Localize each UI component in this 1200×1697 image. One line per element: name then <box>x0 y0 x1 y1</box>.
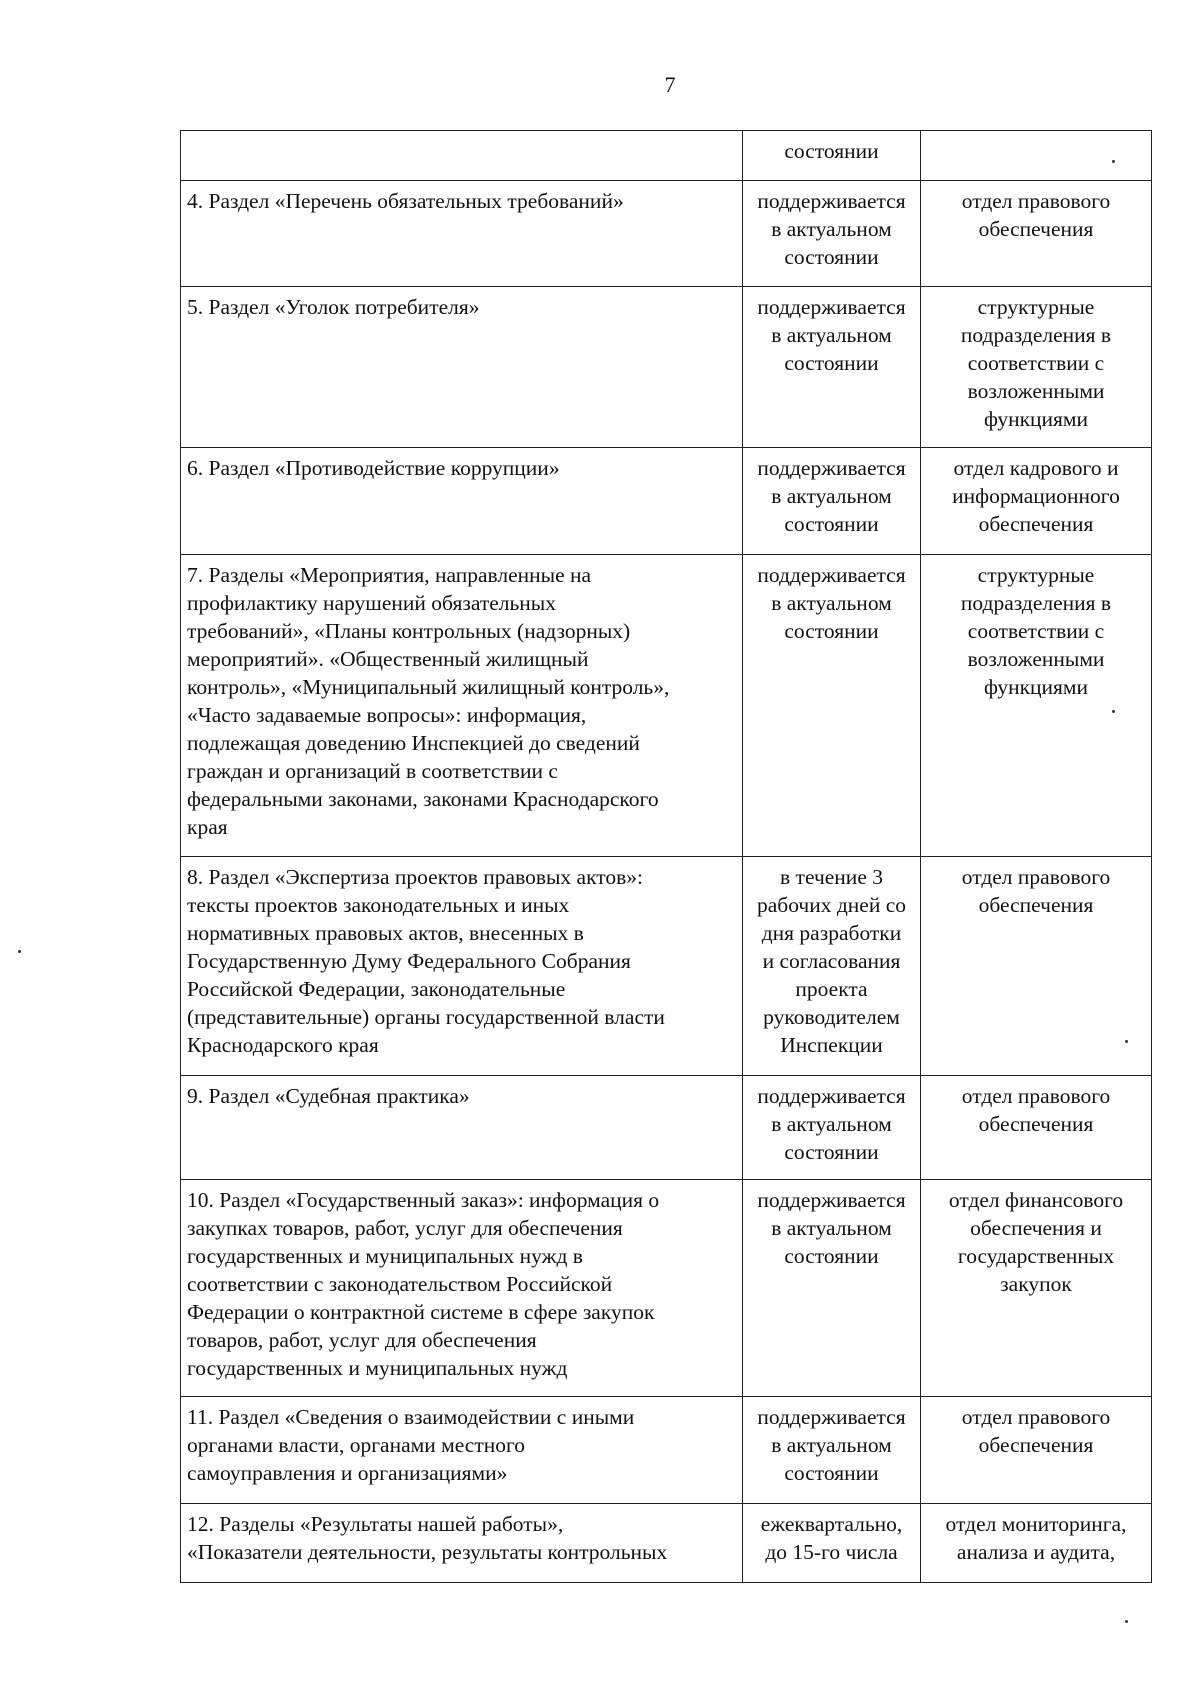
cell-text-line: руководителем <box>763 1005 900 1029</box>
table-row <box>181 1397 1152 1504</box>
scan-speck <box>1125 1040 1128 1043</box>
deadline-cell <box>743 1076 921 1180</box>
cell-text-line: требований», «Планы контрольных (надзорных) <box>187 619 631 643</box>
scan-speck <box>1112 710 1115 713</box>
cell-text-line: до 15-го числа <box>765 1540 898 1564</box>
cell-text-line: 11. Раздел «Сведения о взаимодействии с иными <box>187 1405 635 1429</box>
section-cell <box>181 287 743 448</box>
cell-text-line: возложенными <box>967 647 1105 671</box>
deadline-cell <box>743 1180 921 1397</box>
cell-text-line: поддерживается <box>757 295 906 319</box>
cell-text-line: отдел мониторинга, <box>945 1512 1127 1536</box>
table-row <box>181 1180 1152 1397</box>
deadline-cell <box>743 857 921 1076</box>
section-cell <box>181 1076 743 1180</box>
deadline-cell <box>743 131 921 181</box>
section-cell <box>181 131 743 181</box>
responsible-cell <box>921 1397 1152 1504</box>
cell-text-line: подразделения в <box>960 591 1112 615</box>
cell-text-line: в актуальном <box>771 1433 892 1457</box>
cell-text-line: государственных и муниципальных нужд в <box>187 1244 583 1268</box>
cell-text-line: товаров, работ, услуг для обеспечения <box>187 1328 537 1352</box>
section-cell <box>181 448 743 555</box>
cell-text-line: в актуальном <box>771 484 892 508</box>
responsible-cell <box>921 1180 1152 1397</box>
cell-text-line: 9. Раздел «Судебная практика» <box>187 1084 470 1108</box>
cell-text-line: отдел правового <box>961 865 1111 889</box>
cell-text-line: контроль», «Муниципальный жилищный контроль», <box>187 675 670 699</box>
responsible-cell <box>921 287 1152 448</box>
cell-text-line: государственных <box>957 1244 1115 1268</box>
cell-text-line: Инспекции <box>780 1033 883 1057</box>
cell-text-line: 6. Раздел «Противодействие коррупции» <box>187 456 560 480</box>
cell-text-line: в актуальном <box>771 591 892 615</box>
cell-text-line: состоянии <box>784 351 879 375</box>
cell-text-line: соответствии с <box>967 351 1105 375</box>
cell-text-line: подразделения в <box>960 323 1112 347</box>
table-row <box>181 448 1152 555</box>
cell-text-line: соответствии с <box>967 619 1105 643</box>
cell-text-line: в актуальном <box>771 323 892 347</box>
cell-text-line: 10. Раздел «Государственный заказ»: информация о <box>187 1188 660 1212</box>
cell-text-line: в актуальном <box>771 217 892 241</box>
cell-text-line: граждан и организаций в соответствии с <box>187 759 558 783</box>
cell-text-line: «Часто задаваемые вопросы»: информация, <box>187 703 587 727</box>
responsible-cell <box>921 181 1152 287</box>
deadline-cell <box>743 1504 921 1583</box>
cell-text-line: обеспечения <box>978 512 1094 536</box>
cell-text-line: обеспечения <box>978 1433 1094 1457</box>
deadline-cell <box>743 1397 921 1504</box>
cell-text-line: Федерации о контрактной системе в сфере закупок <box>187 1300 655 1324</box>
table-row <box>181 1076 1152 1180</box>
section-cell <box>181 555 743 857</box>
cell-text-line: в актуальном <box>771 1112 892 1136</box>
table-row <box>181 1504 1152 1583</box>
table-row <box>181 555 1152 857</box>
responsible-cell <box>921 131 1152 181</box>
scan-speck <box>1125 1620 1128 1623</box>
cell-text-line: анализа и аудита, <box>956 1540 1116 1564</box>
cell-text-line: тексты проектов законодательных и иных <box>187 893 570 917</box>
responsible-cell <box>921 857 1152 1076</box>
cell-text-line: федеральными законами, законами Краснодарского <box>187 787 659 811</box>
cell-text-line: (представительные) органы государственной власти <box>187 1005 665 1029</box>
cell-text-line: 5. Раздел «Уголок потребителя» <box>187 295 480 319</box>
section-cell <box>181 1180 743 1397</box>
responsible-cell <box>921 448 1152 555</box>
cell-text-line: обеспечения <box>978 217 1094 241</box>
cell-text-line: Краснодарского края <box>187 1033 379 1057</box>
cell-text-line: самоуправления и организациями» <box>187 1461 508 1485</box>
table-row <box>181 857 1152 1076</box>
cell-text-line: государственных и муниципальных нужд <box>187 1356 568 1380</box>
cell-text-line: отдел финансового <box>948 1188 1124 1212</box>
cell-text-line: поддерживается <box>757 1188 906 1212</box>
cell-text-line: края <box>187 815 228 839</box>
cell-text-line: рабочих дней со <box>756 893 907 917</box>
cell-text-line: поддерживается <box>757 1084 906 1108</box>
cell-text-line: профилактику нарушений обязательных <box>187 591 556 615</box>
cell-text-line: поддерживается <box>757 189 906 213</box>
cell-text-line: «Показатели деятельности, результаты контрольных <box>187 1540 668 1564</box>
deadline-cell <box>743 287 921 448</box>
cell-text-line: отдел правового <box>961 1084 1111 1108</box>
responsibility-table <box>180 130 1152 1583</box>
cell-text-line: проекта <box>795 977 868 1001</box>
cell-text-line: отдел правового <box>961 189 1111 213</box>
section-cell <box>181 1397 743 1504</box>
cell-text-line: 8. Раздел «Экспертиза проектов правовых актов»: <box>187 865 643 889</box>
section-cell <box>181 1504 743 1583</box>
responsible-cell <box>921 1504 1152 1583</box>
cell-text-line: состоянии <box>784 512 879 536</box>
cell-text-line: состоянии <box>784 1244 879 1268</box>
cell-text-line: нормативных правовых актов, внесенных в <box>187 921 584 945</box>
cell-text-line: обеспечения и <box>970 1216 1102 1240</box>
cell-text-line: состоянии <box>784 1140 879 1164</box>
cell-text-line: закупках товаров, работ, услуг для обеспечения <box>187 1216 623 1240</box>
cell-text-line: отдел правового <box>961 1405 1111 1429</box>
section-cell <box>181 857 743 1076</box>
cell-text-line: 4. Раздел «Перечень обязательных требований» <box>187 189 624 213</box>
cell-text-line: информационного <box>952 484 1120 508</box>
table-row <box>181 181 1152 287</box>
cell-text-line: обеспечения <box>978 893 1094 917</box>
section-cell <box>181 181 743 287</box>
cell-text-line: и согласования <box>762 949 901 973</box>
scan-speck <box>18 950 21 953</box>
cell-text-line: поддерживается <box>757 1405 906 1429</box>
cell-text-line: закупок <box>1000 1272 1072 1296</box>
cell-text-line: состоянии <box>784 139 879 163</box>
cell-text-line: обеспечения <box>978 1112 1094 1136</box>
responsible-cell <box>921 1076 1152 1180</box>
cell-text-line: в течение 3 <box>780 865 883 889</box>
table-row <box>181 131 1152 181</box>
deadline-cell <box>743 555 921 857</box>
scan-speck <box>1112 160 1115 163</box>
deadline-cell <box>743 448 921 555</box>
cell-text-line: состоянии <box>784 1461 879 1485</box>
cell-text-line: ежеквартально, <box>760 1512 903 1536</box>
page-number: 7 <box>664 72 676 97</box>
cell-text-line: структурные <box>977 295 1095 319</box>
cell-text-line: дня разработки <box>761 921 902 945</box>
cell-text-line: подлежащая доведению Инспекцией до сведений <box>187 731 640 755</box>
cell-text-line: поддерживается <box>757 563 906 587</box>
deadline-cell <box>743 181 921 287</box>
cell-text-line: отдел кадрового и <box>953 456 1119 480</box>
cell-text-line: органами власти, органами местного <box>187 1433 526 1457</box>
cell-text-line: состоянии <box>784 619 879 643</box>
cell-text-line: в актуальном <box>771 1216 892 1240</box>
cell-text-line: Российской Федерации, законодательные <box>187 977 566 1001</box>
cell-text-line: возложенными <box>967 379 1105 403</box>
cell-text-line: 7. Разделы «Мероприятия, направленные на <box>187 563 592 587</box>
cell-text-line: поддерживается <box>757 456 906 480</box>
cell-text-line: функциями <box>983 407 1089 431</box>
cell-text-line: 12. Разделы «Результаты нашей работы», <box>187 1512 564 1536</box>
table-row <box>181 287 1152 448</box>
cell-text-line: структурные <box>977 563 1095 587</box>
cell-text-line: состоянии <box>784 245 879 269</box>
cell-text-line: соответствии с законодательством Российской <box>187 1272 613 1296</box>
responsible-cell <box>921 555 1152 857</box>
cell-text-line: функциями <box>983 675 1089 699</box>
cell-text-line: Государственную Думу Федерального Собрания <box>187 949 631 973</box>
cell-text-line: мероприятий». «Общественный жилищный <box>187 647 589 671</box>
